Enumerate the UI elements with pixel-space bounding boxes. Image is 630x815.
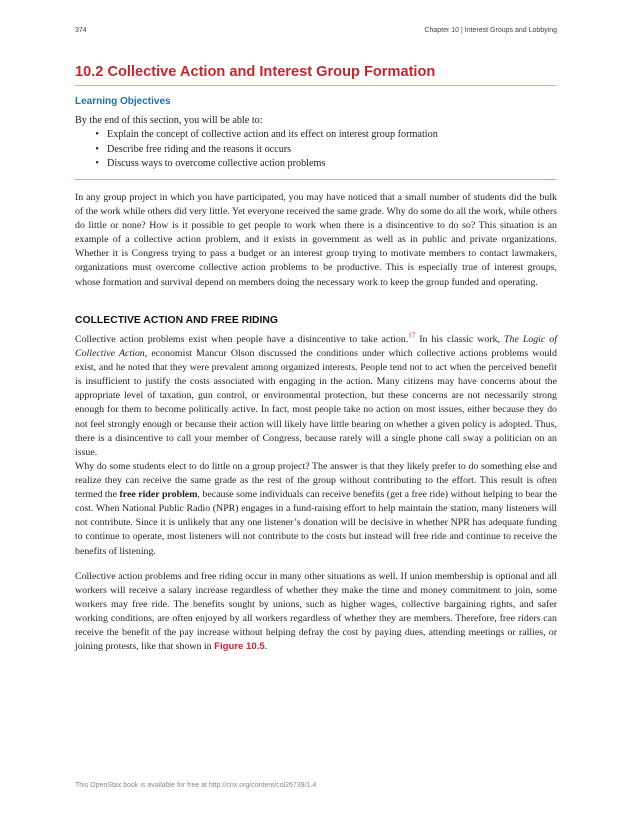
paragraph-text: Why do some students elect to do little on a group project? The answer is that they likely prefer to do something else and realize they can receive the same grade as the rest of the group without contributing to the effort. This result is often termed the bbox=[75, 461, 557, 501]
key-term: free rider problem bbox=[119, 489, 198, 501]
bullet-icon: • bbox=[95, 143, 99, 155]
learning-objectives-heading: Learning Objectives bbox=[75, 96, 171, 107]
learning-objectives-list bbox=[75, 128, 438, 172]
paragraph-text: . bbox=[264, 641, 268, 653]
paragraph-text: Collective action problems exist when people have a disincentive to take action. bbox=[75, 334, 409, 345]
paragraph-text: , economist Mancur Olson discussed the conditions under which collective actions problems would exist, and he noted that they were prevalent among organized interests. People tend not to act when the perceived benefit is insufficient to justify the costs associated with engaging in the action. Many citizens may have concerns about the appropriate level of taxation, gun control, or environmental protection, but these concerns are not necessarily strong enough for them to become politically active. In fact, most people take no action on most issues, either because they do not feel strongly enough or because their action will likely have little bearing on whether a given policy is adopted. Thus, there is a disincentive to call your member of Congress, because rarely will a single phone call sway a politician on an issue. bbox=[75, 348, 557, 458]
objective-item bbox=[75, 157, 438, 172]
bullet-icon: • bbox=[95, 129, 99, 140]
figure-reference-link[interactable]: Figure 10.5 bbox=[214, 641, 265, 653]
book-title: The Logic of Collective Action bbox=[75, 334, 557, 360]
page-footer: This OpenStax book is available for free at http://cnx.org/content/col26739/1.4 bbox=[75, 782, 317, 789]
section-title: 10.2 Collective Action and Interest Group Formation bbox=[75, 64, 436, 80]
intro-paragraph: In any group project in which you have participated, you may have noticed that a small number of students did the bulk of the work while others did very little. Yet everyone received the same grade. Why do some do all the work, while others do little or none? How is it possible to get people to work when there is a disincentive to do so? This situation is an example of a collective action problem, and it exists in government as well as in public and private organizations. Whether it is Congress trying to pass a budget or an interest group trying to motivate members to contact lawmakers, organizations must overcome collective action problems to be productive. This is especially true of interest groups, whose formation and survival depend on members doing the necessary work to keep the group funded and operating. bbox=[75, 192, 557, 288]
chapter-header: Chapter 10 | Interest Groups and Lobbying bbox=[424, 27, 557, 34]
paragraph-text: In his classic work, bbox=[415, 334, 505, 345]
objective-text: Explain the concept of collective action and its effect on interest group formation bbox=[107, 129, 438, 140]
paragraph-free-rider bbox=[75, 460, 557, 559]
paragraph-collective-action bbox=[75, 333, 557, 460]
title-rule bbox=[75, 85, 556, 86]
objective-item bbox=[75, 128, 438, 143]
objective-text: Discuss ways to overcome collective action problems bbox=[107, 158, 326, 169]
subsection-heading: COLLECTIVE ACTION AND FREE RIDING bbox=[75, 315, 279, 326]
footnote-reference-link[interactable]: 17 bbox=[408, 331, 416, 340]
paragraph-text: Collective action problems and free riding occur in many other situations as well. If union membership is optional and all workers will receive a salary increase regardless of whether they make the time and money commitment to join, some workers may free ride. The benefits sought by unions, such as higher wages, collective bargaining rights, and safer working conditions, are often enjoyed by all workers regardless of whether they are members. Therefore, free riders can receive the benefit of the pay increase without helping defray the cost by paying dues, attending meetings or rallies, or joining protests, like that shown in bbox=[75, 571, 557, 653]
learning-objectives-intro: By the end of this section, you will be able to: bbox=[75, 115, 263, 126]
paragraph-text: , because some individuals can receive benefits (get a free ride) without helping to bear the cost. When National Public Radio (NPR) engages in a fund-raising effort to help maintain the station, many listeners will not contribute. Since it is unlikely that any one listener’s donation will be decisive in whether NPR has adequate funding to continue to operate, most listeners will not contribute to the costs but instead will free ride and continue to receive the benefits of listening. bbox=[75, 489, 558, 557]
bullet-icon: • bbox=[95, 158, 99, 169]
objective-item bbox=[75, 143, 438, 158]
page-number: 374 bbox=[75, 27, 87, 34]
objectives-rule bbox=[75, 179, 556, 180]
paragraph-union-example bbox=[75, 570, 557, 655]
objective-text: Describe free riding and the reasons it occurs bbox=[107, 143, 292, 155]
